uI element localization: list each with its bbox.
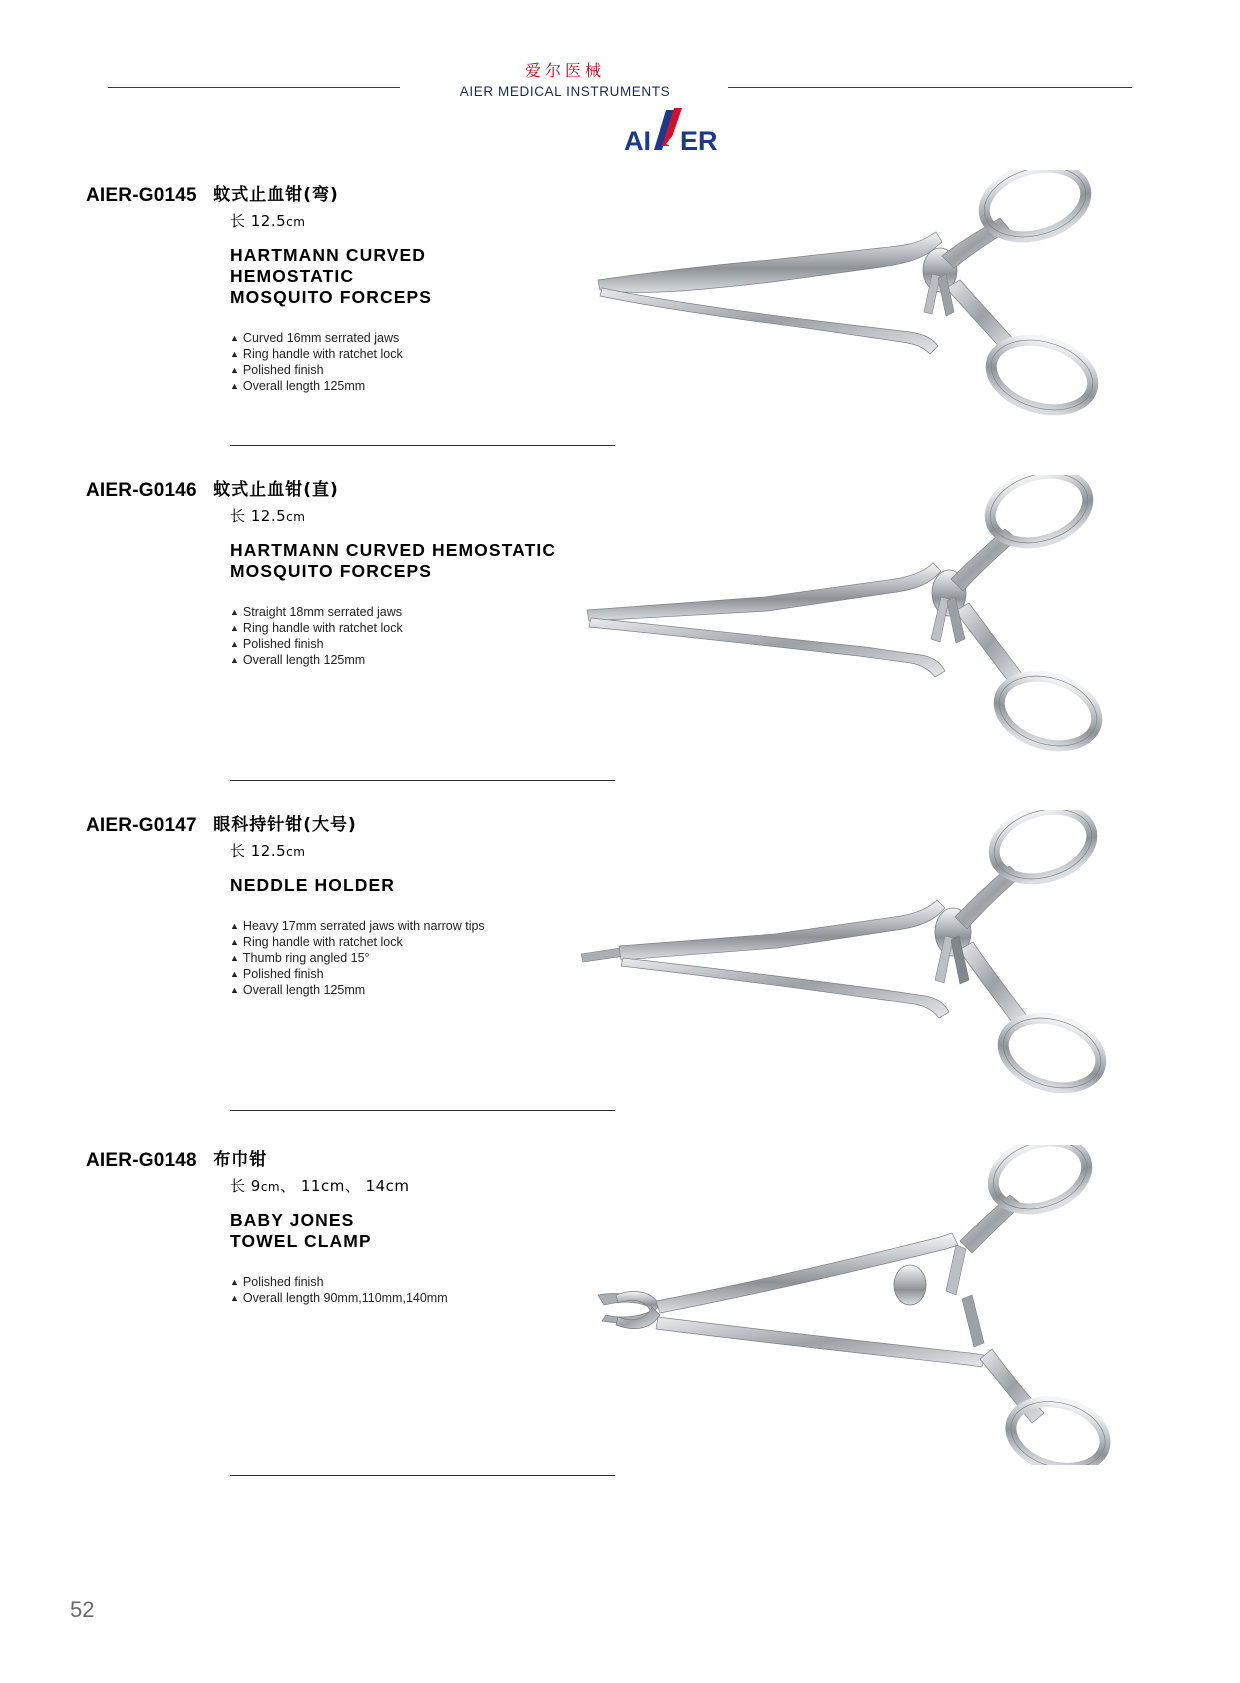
aier-logo bbox=[622, 106, 722, 168]
product-heading bbox=[86, 1145, 646, 1172]
feature-item: ▲ Ring handle with ratchet lock bbox=[230, 621, 403, 635]
feature-item: ▲ Thumb ring angled 15° bbox=[230, 951, 370, 965]
title-line: HEMOSTATIC bbox=[230, 266, 355, 286]
page-header bbox=[0, 58, 1240, 156]
feature-item: ▲ Heavy 17mm serrated jaws with narrow tips bbox=[230, 919, 485, 933]
bullet-triangle-icon: ▲ bbox=[230, 953, 239, 963]
product-name-chinese: 蚊式止血钳(弯) bbox=[213, 185, 339, 205]
feature-item: ▲ Polished finish bbox=[230, 967, 324, 981]
title-line: TOWEL CLAMP bbox=[230, 1231, 372, 1251]
section-divider bbox=[230, 780, 615, 781]
product-name-chinese: 眼科持针钳(大号) bbox=[213, 815, 357, 835]
feature-item: ▲ Overall length 125mm bbox=[230, 653, 366, 667]
product-code: AIER-G0148 bbox=[86, 1150, 197, 1171]
product-heading bbox=[86, 180, 646, 207]
title-line: MOSQUITO FORCEPS bbox=[230, 561, 433, 581]
title-line: BABY JONES bbox=[230, 1210, 355, 1230]
product-heading bbox=[86, 475, 646, 502]
title-line: NEDDLE HOLDER bbox=[230, 875, 395, 895]
product-heading bbox=[86, 810, 646, 837]
bullet-triangle-icon: ▲ bbox=[230, 365, 239, 375]
feature-item: ▲ Straight 18mm serrated jaws bbox=[230, 605, 403, 619]
title-line: MOSQUITO FORCEPS bbox=[230, 287, 433, 307]
bullet-triangle-icon: ▲ bbox=[230, 607, 239, 617]
product-text-block bbox=[86, 1145, 646, 1306]
product-size-chinese: 长 12.5cm bbox=[230, 212, 306, 230]
feature-item: ▲ Polished finish bbox=[230, 363, 324, 377]
product-image-mosquito-forceps-curved bbox=[580, 170, 1120, 430]
bullet-triangle-icon: ▲ bbox=[230, 381, 239, 391]
title-line: HARTMANN CURVED HEMOSTATIC bbox=[230, 540, 557, 560]
bullet-triangle-icon: ▲ bbox=[230, 623, 239, 633]
product-image-towel-clamp bbox=[580, 1145, 1130, 1465]
product-image-needle-holder bbox=[565, 810, 1125, 1110]
feature-item: ▲ Overall length 125mm bbox=[230, 983, 366, 997]
bullet-triangle-icon: ▲ bbox=[230, 1277, 239, 1287]
bullet-triangle-icon: ▲ bbox=[230, 921, 239, 931]
bullet-triangle-icon: ▲ bbox=[230, 349, 239, 359]
feature-item: ▲ Polished finish bbox=[230, 637, 324, 651]
feature-item: ▲ Ring handle with ratchet lock bbox=[230, 347, 403, 361]
feature-item: ▲ Polished finish bbox=[230, 1275, 324, 1289]
product-name-chinese: 蚊式止血钳(直) bbox=[213, 480, 339, 500]
brand-name-chinese: 爱尔医械 bbox=[524, 61, 605, 80]
bullet-triangle-icon: ▲ bbox=[230, 655, 239, 665]
header-rule-right bbox=[728, 87, 1132, 88]
section-divider bbox=[230, 445, 615, 446]
bullet-triangle-icon: ▲ bbox=[230, 639, 239, 649]
bullet-triangle-icon: ▲ bbox=[230, 985, 239, 995]
product-code: AIER-G0147 bbox=[86, 815, 197, 836]
product-name-chinese: 布巾钳 bbox=[213, 1150, 268, 1170]
section-divider bbox=[230, 1475, 615, 1476]
product-text-block bbox=[86, 180, 646, 394]
feature-item: ▲ Overall length 125mm bbox=[230, 379, 366, 393]
title-line: HARTMANN CURVED bbox=[230, 245, 427, 265]
product-text-block bbox=[86, 475, 646, 668]
product-text-block bbox=[86, 810, 646, 998]
bullet-triangle-icon: ▲ bbox=[230, 937, 239, 947]
brand-name-english: AIER MEDICAL INSTRUMENTS bbox=[459, 84, 671, 99]
product-code: AIER-G0146 bbox=[86, 480, 197, 501]
page-number: 52 bbox=[70, 1597, 95, 1622]
product-code: AIER-G0145 bbox=[86, 185, 197, 206]
brand-block bbox=[400, 58, 730, 102]
product-image-mosquito-forceps-straight bbox=[565, 475, 1125, 765]
product-size-chinese: 长 12.5cm bbox=[230, 507, 306, 525]
svg-text:ER: ER bbox=[680, 126, 718, 156]
feature-item: ▲ Curved 16mm serrated jaws bbox=[230, 331, 400, 345]
product-size-chinese: 长 9cm、 11cm、 14cm bbox=[230, 1177, 410, 1195]
bullet-triangle-icon: ▲ bbox=[230, 333, 239, 343]
section-divider bbox=[230, 1110, 615, 1111]
product-size-chinese: 长 12.5cm bbox=[230, 842, 306, 860]
bullet-triangle-icon: ▲ bbox=[230, 1293, 239, 1303]
header-rule-left bbox=[108, 87, 400, 88]
bullet-triangle-icon: ▲ bbox=[230, 969, 239, 979]
feature-item: ▲ Ring handle with ratchet lock bbox=[230, 935, 403, 949]
feature-item: ▲ Overall length 90mm,110mm,140mm bbox=[230, 1291, 448, 1305]
svg-text:AI: AI bbox=[624, 126, 651, 156]
